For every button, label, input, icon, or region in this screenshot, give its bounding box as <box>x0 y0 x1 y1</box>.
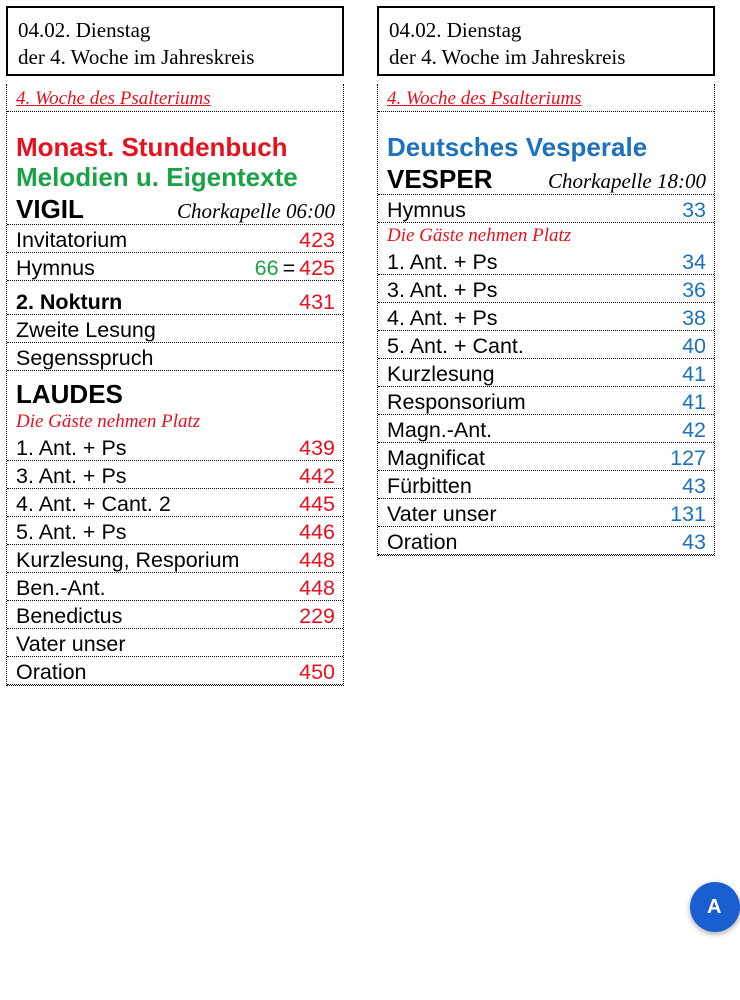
item-label: 1. Ant. + Ps <box>387 250 498 274</box>
list-item <box>7 281 343 315</box>
list-item <box>378 527 714 555</box>
item-page: 431 <box>299 290 335 314</box>
item-label: 4. Ant. + Cant. 2 <box>16 492 171 516</box>
item-label: Hymnus <box>387 198 466 222</box>
item-page: 445 <box>299 492 335 516</box>
item-label: 2. Nokturn <box>16 290 123 314</box>
date-line-1: 04.02. Dienstag <box>389 18 522 42</box>
item-label: Benedictus <box>16 604 123 628</box>
list-item <box>378 443 714 471</box>
list-item <box>7 489 343 517</box>
item-page: 43 <box>682 474 706 498</box>
item-page: 423 <box>299 228 335 252</box>
item-page: 131 <box>670 502 706 526</box>
vigil-chapel: Chorkapelle 06:00 <box>176 199 335 223</box>
item-label: 3. Ant. + Ps <box>16 464 127 488</box>
psalterium-note: 4. Woche des Psalteriums <box>378 84 714 112</box>
list-item <box>7 253 343 281</box>
book-title: Deutsches Vesperale <box>387 132 648 162</box>
guests-note: Die Gäste nehmen Platz <box>16 411 201 432</box>
item-label: Kurzlesung <box>387 362 495 386</box>
vesper-chapel: Chorkapelle 18:00 <box>547 169 706 193</box>
item-page: 439 <box>299 436 335 460</box>
list-item <box>378 415 714 443</box>
right-column <box>377 6 715 556</box>
schedule-panel <box>377 84 715 556</box>
list-item <box>378 195 714 223</box>
item-label: Magn.-Ant. <box>387 418 493 442</box>
item-label: Invitatorium <box>16 228 128 252</box>
laudes-header <box>7 371 343 409</box>
date-box <box>6 6 344 76</box>
item-page: 42 <box>682 418 706 442</box>
item-page-alt: 66 <box>254 256 279 280</box>
schedule-panel <box>6 84 344 686</box>
floating-action-button[interactable]: A <box>690 882 740 932</box>
list-item <box>7 573 343 601</box>
item-page: 34 <box>682 250 706 274</box>
vigil-heading: VIGIL <box>16 194 84 224</box>
vigil-header <box>7 192 343 225</box>
list-item <box>7 433 343 461</box>
list-item <box>378 303 714 331</box>
item-label: Responsorium <box>387 390 526 414</box>
item-page: 127 <box>670 446 706 470</box>
list-item <box>7 629 343 657</box>
book-title: Monast. Stundenbuch <box>16 132 288 162</box>
list-item <box>7 315 343 343</box>
item-label: Hymnus <box>16 256 95 280</box>
vesper-header <box>378 162 714 195</box>
item-page: 43 <box>682 530 706 554</box>
list-item <box>378 387 714 415</box>
vesper-heading: VESPER <box>387 164 493 194</box>
item-label: 4. Ant. + Ps <box>387 306 498 330</box>
item-page: 41 <box>682 390 706 414</box>
item-label: 3. Ant. + Ps <box>387 278 498 302</box>
list-item <box>378 359 714 387</box>
item-label: Vater unser <box>16 632 126 656</box>
item-page: 425 <box>299 256 335 280</box>
list-item <box>7 601 343 629</box>
item-pages <box>255 256 335 280</box>
item-label: Ben.-Ant. <box>16 576 106 600</box>
item-page: 450 <box>299 660 335 684</box>
item-label: Oration <box>16 660 87 684</box>
psalterium-note: 4. Woche des Psalteriums <box>7 84 343 112</box>
date-line-1: 04.02. Dienstag <box>18 18 151 42</box>
item-page: 448 <box>299 576 335 600</box>
item-label: Segensspruch <box>16 346 154 370</box>
list-item <box>7 343 343 371</box>
item-label: Oration <box>387 530 458 554</box>
spacer <box>7 112 343 132</box>
item-page: 41 <box>682 362 706 386</box>
item-label: Vater unser <box>387 502 497 526</box>
book-subtitle: Melodien u. Eigentexte <box>16 162 298 192</box>
list-item <box>7 545 343 573</box>
item-page: 36 <box>682 278 706 302</box>
item-label: Fürbitten <box>387 474 472 498</box>
date-box <box>377 6 715 76</box>
list-item <box>378 275 714 303</box>
list-item <box>7 225 343 253</box>
list-item <box>378 247 714 275</box>
list-item <box>378 499 714 527</box>
list-item <box>7 461 343 489</box>
list-item <box>7 517 343 545</box>
guests-note: Die Gäste nehmen Platz <box>387 225 572 246</box>
item-page: 33 <box>682 198 706 222</box>
item-label: 5. Ant. + Cant. <box>387 334 524 358</box>
list-item <box>378 471 714 499</box>
item-page: 229 <box>299 604 335 628</box>
list-item <box>7 657 343 685</box>
item-eq: = <box>282 256 296 280</box>
item-page: 38 <box>682 306 706 330</box>
date-line-2: der 4. Woche im Jahreskreis <box>389 45 626 69</box>
list-item <box>378 331 714 359</box>
item-label: 5. Ant. + Ps <box>16 520 127 544</box>
item-label: 1. Ant. + Ps <box>16 436 127 460</box>
left-column <box>6 6 344 686</box>
item-label: Magnificat <box>387 446 485 470</box>
item-page: 40 <box>682 334 706 358</box>
spacer <box>378 112 714 132</box>
item-label: Kurzlesung, Resporium <box>16 548 240 572</box>
item-page: 446 <box>299 520 335 544</box>
date-line-2: der 4. Woche im Jahreskreis <box>18 45 255 69</box>
laudes-heading: LAUDES <box>16 379 123 409</box>
item-page: 448 <box>299 548 335 572</box>
item-label: Zweite Lesung <box>16 318 156 342</box>
item-page: 442 <box>299 464 335 488</box>
